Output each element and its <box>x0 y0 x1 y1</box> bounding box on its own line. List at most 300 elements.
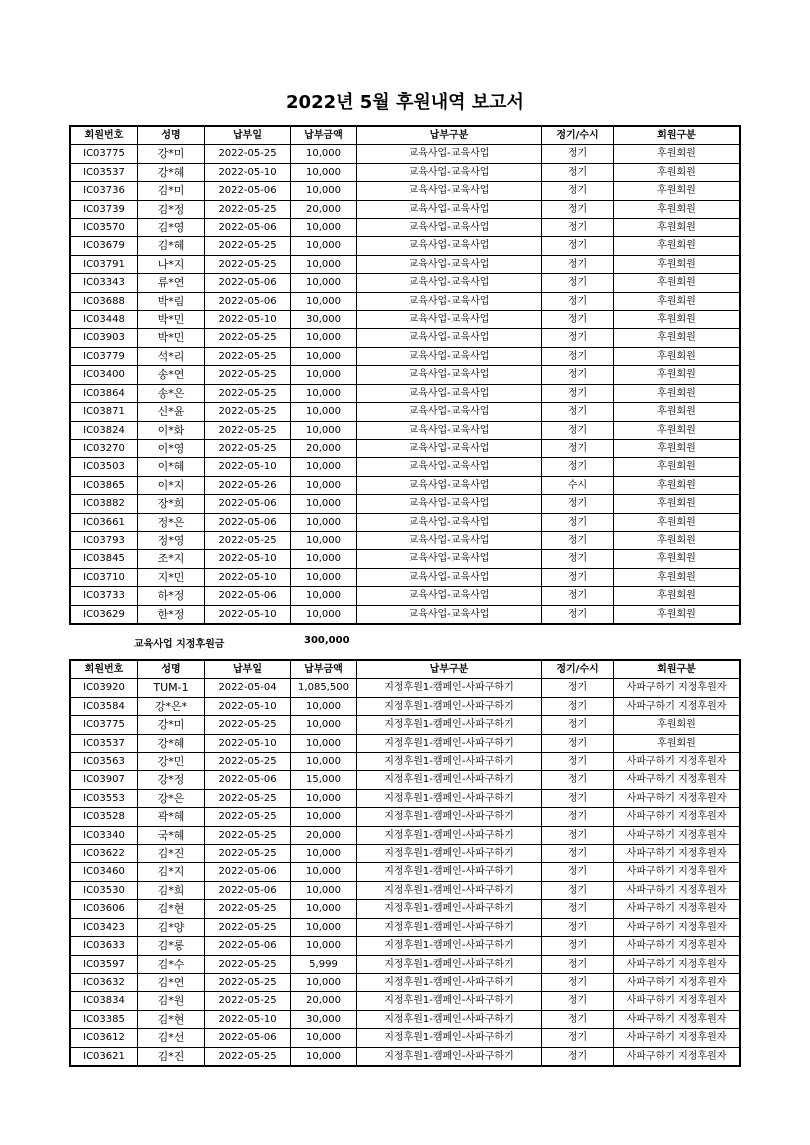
cell-amount: 10,000 <box>291 734 357 752</box>
cell-member-type: 사파구하기 지정후원자 <box>614 973 740 991</box>
cell-frequency: 정기 <box>542 439 614 457</box>
cell-member-type: 후원회원 <box>614 439 740 457</box>
cell-payment-date: 2022-05-25 <box>205 255 291 273</box>
cell-payment-type: 교육사업-교육사업 <box>357 439 542 457</box>
cell-name: 곽*혜 <box>138 808 205 826</box>
cell-frequency: 정기 <box>542 237 614 255</box>
cell-name: 신*윤 <box>138 403 205 421</box>
table-row <box>71 200 740 218</box>
cell-payment-date: 2022-05-06 <box>205 881 291 899</box>
cell-amount: 10,000 <box>291 550 357 568</box>
cell-member-id: IC03629 <box>71 605 138 623</box>
table-row <box>71 531 740 549</box>
cell-member-id: IC03563 <box>71 753 138 771</box>
cell-amount: 10,000 <box>291 384 357 402</box>
cell-name: 김*연 <box>138 973 205 991</box>
cell-member-type: 후원회원 <box>614 568 740 586</box>
cell-amount: 10,000 <box>291 403 357 421</box>
cell-name: 김*양 <box>138 918 205 936</box>
cell-payment-type: 교육사업-교육사업 <box>357 421 542 439</box>
cell-frequency: 정기 <box>542 274 614 292</box>
cell-name: 조*지 <box>138 550 205 568</box>
cell-name: 김*수 <box>138 955 205 973</box>
cell-amount: 10,000 <box>291 237 357 255</box>
cell-member-id: IC03688 <box>71 292 138 310</box>
cell-amount: 15,000 <box>291 771 357 789</box>
cell-amount: 10,000 <box>291 789 357 807</box>
cell-member-id: IC03537 <box>71 734 138 752</box>
table-header-row <box>71 127 740 145</box>
cell-member-id: IC03597 <box>71 955 138 973</box>
cell-payment-type: 교육사업-교육사업 <box>357 476 542 494</box>
cell-member-id: IC03606 <box>71 900 138 918</box>
cell-name: 김*진 <box>138 1047 205 1065</box>
cell-frequency: 정기 <box>542 458 614 476</box>
cell-member-id: IC03824 <box>71 421 138 439</box>
cell-member-type: 후원회원 <box>614 513 740 531</box>
cell-member-type: 후원회원 <box>614 311 740 329</box>
cell-member-id: IC03920 <box>71 679 138 697</box>
cell-name: 김*현 <box>138 1010 205 1028</box>
cell-amount: 10,000 <box>291 182 357 200</box>
cell-amount: 30,000 <box>291 1010 357 1028</box>
table-row <box>71 550 740 568</box>
cell-name: 김*혜 <box>138 237 205 255</box>
cell-member-type: 사파구하기 지정후원자 <box>614 937 740 955</box>
cell-member-type: 후원회원 <box>614 329 740 347</box>
cell-amount: 20,000 <box>291 992 357 1010</box>
table-row <box>71 495 740 513</box>
table-row <box>71 992 740 1010</box>
cell-payment-type: 지정후원1-캠페인-사파구하기 <box>357 955 542 973</box>
cell-payment-date: 2022-05-06 <box>205 274 291 292</box>
cell-name: 강*은 <box>138 789 205 807</box>
cell-member-id: IC03907 <box>71 771 138 789</box>
cell-member-id: IC03865 <box>71 476 138 494</box>
cell-frequency: 정기 <box>542 789 614 807</box>
cell-payment-type: 지정후원1-캠페인-사파구하기 <box>357 918 542 936</box>
cell-frequency: 정기 <box>542 384 614 402</box>
table-row <box>71 587 740 605</box>
cell-member-id: IC03528 <box>71 808 138 826</box>
cell-name: 이*영 <box>138 439 205 457</box>
cell-amount: 1,085,500 <box>291 679 357 697</box>
cell-payment-date: 2022-05-10 <box>205 458 291 476</box>
cell-payment-type: 교육사업-교육사업 <box>357 550 542 568</box>
table-row <box>71 568 740 586</box>
cell-member-type: 사파구하기 지정후원자 <box>614 1047 740 1065</box>
cell-member-type: 후원회원 <box>614 384 740 402</box>
cell-payment-type: 교육사업-교육사업 <box>357 403 542 421</box>
cell-frequency: 정기 <box>542 1029 614 1047</box>
cell-frequency: 정기 <box>542 716 614 734</box>
cell-member-type: 후원회원 <box>614 716 740 734</box>
table-row <box>71 237 740 255</box>
cell-payment-type: 교육사업-교육사업 <box>357 347 542 365</box>
cell-amount: 10,000 <box>291 531 357 549</box>
cell-payment-date: 2022-05-06 <box>205 513 291 531</box>
cell-amount: 10,000 <box>291 145 357 163</box>
cell-member-id: IC03612 <box>71 1029 138 1047</box>
cell-payment-date: 2022-05-25 <box>205 753 291 771</box>
cell-member-type: 후원회원 <box>614 550 740 568</box>
cell-frequency: 정기 <box>542 255 614 273</box>
cell-amount: 10,000 <box>291 697 357 715</box>
cell-payment-type: 지정후원1-캠페인-사파구하기 <box>357 697 542 715</box>
cell-name: 이*화 <box>138 421 205 439</box>
cell-name: 김*지 <box>138 863 205 881</box>
cell-frequency: 정기 <box>542 1047 614 1065</box>
cell-payment-date: 2022-05-10 <box>205 550 291 568</box>
cell-member-type: 후원회원 <box>614 274 740 292</box>
report-title: 2022년 5월 후원내역 보고서 <box>286 92 524 113</box>
table-row <box>71 292 740 310</box>
cell-amount: 10,000 <box>291 900 357 918</box>
cell-member-id: IC03864 <box>71 384 138 402</box>
cell-frequency: 정기 <box>542 697 614 715</box>
cell-member-type: 후원회원 <box>614 366 740 384</box>
cell-member-type: 사파구하기 지정후원자 <box>614 845 740 863</box>
table-row <box>71 274 740 292</box>
cell-payment-date: 2022-05-25 <box>205 403 291 421</box>
cell-payment-type: 지정후원1-캠페인-사파구하기 <box>357 1047 542 1065</box>
cell-frequency: 정기 <box>542 568 614 586</box>
cell-name: 김*희 <box>138 881 205 899</box>
cell-payment-date: 2022-05-25 <box>205 384 291 402</box>
cell-payment-type: 지정후원1-캠페인-사파구하기 <box>357 992 542 1010</box>
cell-frequency: 정기 <box>542 550 614 568</box>
campaign-donation-table <box>70 660 740 1066</box>
cell-payment-type: 교육사업-교육사업 <box>357 237 542 255</box>
cell-payment-type: 교육사업-교육사업 <box>357 587 542 605</box>
cell-name: 장*희 <box>138 495 205 513</box>
cell-member-type: 사파구하기 지정후원자 <box>614 697 740 715</box>
table-row <box>71 403 740 421</box>
cell-member-id: IC03570 <box>71 219 138 237</box>
cell-member-id: IC03460 <box>71 863 138 881</box>
cell-frequency: 정기 <box>542 182 614 200</box>
cell-payment-date: 2022-05-10 <box>205 1010 291 1028</box>
table-row <box>71 366 740 384</box>
cell-payment-date: 2022-05-10 <box>205 311 291 329</box>
cell-amount: 10,000 <box>291 476 357 494</box>
cell-frequency: 정기 <box>542 845 614 863</box>
table-row <box>71 605 740 623</box>
cell-name: 김*롱 <box>138 937 205 955</box>
cell-payment-type: 지정후원1-캠페인-사파구하기 <box>357 937 542 955</box>
cell-name: 한*정 <box>138 605 205 623</box>
cell-name: 강*정 <box>138 771 205 789</box>
cell-amount: 10,000 <box>291 973 357 991</box>
cell-payment-date: 2022-05-25 <box>205 973 291 991</box>
cell-member-type: 후원회원 <box>614 237 740 255</box>
cell-payment-date: 2022-05-25 <box>205 900 291 918</box>
cell-member-type: 사파구하기 지정후원자 <box>614 808 740 826</box>
cell-payment-type: 교육사업-교육사업 <box>357 495 542 513</box>
cell-name: 강*은* <box>138 697 205 715</box>
cell-name: 박*민 <box>138 311 205 329</box>
column-header-member-type: 회원구분 <box>614 661 740 679</box>
cell-amount: 20,000 <box>291 439 357 457</box>
cell-amount: 10,000 <box>291 255 357 273</box>
cell-payment-date: 2022-05-25 <box>205 955 291 973</box>
cell-member-id: IC03448 <box>71 311 138 329</box>
cell-payment-type: 지정후원1-캠페인-사파구하기 <box>357 863 542 881</box>
cell-frequency: 정기 <box>542 587 614 605</box>
table-row <box>71 311 740 329</box>
cell-payment-type: 지정후원1-캠페인-사파구하기 <box>357 1029 542 1047</box>
cell-member-id: IC03530 <box>71 881 138 899</box>
cell-member-id: IC03793 <box>71 531 138 549</box>
cell-payment-date: 2022-05-06 <box>205 182 291 200</box>
cell-member-id: IC03622 <box>71 845 138 863</box>
cell-member-type: 사파구하기 지정후원자 <box>614 863 740 881</box>
cell-member-type: 후원회원 <box>614 531 740 549</box>
cell-payment-type: 교육사업-교육사업 <box>357 274 542 292</box>
cell-member-type: 후원회원 <box>614 255 740 273</box>
cell-amount: 20,000 <box>291 826 357 844</box>
cell-member-id: IC03632 <box>71 973 138 991</box>
cell-member-id: IC03871 <box>71 403 138 421</box>
cell-name: 이*혜 <box>138 458 205 476</box>
cell-frequency: 정기 <box>542 826 614 844</box>
cell-member-id: IC03710 <box>71 568 138 586</box>
cell-amount: 10,000 <box>291 753 357 771</box>
column-header-payment-date: 납부일 <box>205 127 291 145</box>
cell-member-type: 후원회원 <box>614 347 740 365</box>
cell-frequency: 정기 <box>542 992 614 1010</box>
cell-amount: 5,999 <box>291 955 357 973</box>
table-row <box>71 182 740 200</box>
table-row <box>71 808 740 826</box>
cell-payment-type: 지정후원1-캠페인-사파구하기 <box>357 679 542 697</box>
cell-member-id: IC03791 <box>71 255 138 273</box>
cell-member-type: 사파구하기 지정후원자 <box>614 918 740 936</box>
cell-frequency: 정기 <box>542 808 614 826</box>
cell-member-type: 사파구하기 지정후원자 <box>614 789 740 807</box>
cell-payment-type: 지정후원1-캠페인-사파구하기 <box>357 789 542 807</box>
cell-payment-date: 2022-05-25 <box>205 145 291 163</box>
cell-payment-type: 지정후원1-캠페인-사파구하기 <box>357 716 542 734</box>
cell-name: 이*지 <box>138 476 205 494</box>
cell-member-type: 후원회원 <box>614 605 740 623</box>
cell-member-id: IC03733 <box>71 587 138 605</box>
cell-member-type: 후원회원 <box>614 476 740 494</box>
column-header-payment-date: 납부일 <box>205 661 291 679</box>
cell-member-id: IC03553 <box>71 789 138 807</box>
cell-name: 송*연 <box>138 366 205 384</box>
cell-payment-date: 2022-05-25 <box>205 789 291 807</box>
cell-member-id: IC03584 <box>71 697 138 715</box>
cell-payment-type: 지정후원1-캠페인-사파구하기 <box>357 808 542 826</box>
cell-member-type: 후원회원 <box>614 458 740 476</box>
cell-payment-type: 지정후원1-캠페인-사파구하기 <box>357 845 542 863</box>
cell-amount: 10,000 <box>291 1029 357 1047</box>
column-header-payment-type: 납부구분 <box>357 661 542 679</box>
education-donation-table <box>70 126 740 624</box>
cell-name: TUM-1 <box>138 679 205 697</box>
cell-member-id: IC03679 <box>71 237 138 255</box>
cell-payment-date: 2022-05-25 <box>205 200 291 218</box>
cell-frequency: 정기 <box>542 513 614 531</box>
cell-amount: 10,000 <box>291 495 357 513</box>
cell-name: 김*미 <box>138 182 205 200</box>
cell-name: 나*지 <box>138 255 205 273</box>
cell-amount: 10,000 <box>291 587 357 605</box>
cell-amount: 10,000 <box>291 329 357 347</box>
cell-payment-type: 교육사업-교육사업 <box>357 163 542 181</box>
table-row <box>71 679 740 697</box>
cell-member-id: IC03633 <box>71 937 138 955</box>
table-row <box>71 513 740 531</box>
cell-name: 정*은 <box>138 513 205 531</box>
cell-amount: 10,000 <box>291 163 357 181</box>
table-row <box>71 881 740 899</box>
table-row <box>71 900 740 918</box>
cell-member-type: 사파구하기 지정후원자 <box>614 753 740 771</box>
cell-frequency: 정기 <box>542 366 614 384</box>
cell-frequency: 정기 <box>542 219 614 237</box>
table-row <box>71 439 740 457</box>
cell-member-id: IC03903 <box>71 329 138 347</box>
cell-payment-date: 2022-05-25 <box>205 366 291 384</box>
table-row <box>71 826 740 844</box>
table-row <box>71 1047 740 1065</box>
cell-payment-date: 2022-05-25 <box>205 808 291 826</box>
cell-amount: 30,000 <box>291 311 357 329</box>
cell-payment-date: 2022-05-06 <box>205 771 291 789</box>
cell-amount: 10,000 <box>291 347 357 365</box>
cell-member-type: 사파구하기 지정후원자 <box>614 826 740 844</box>
cell-frequency: 정기 <box>542 403 614 421</box>
column-header-name: 성명 <box>138 127 205 145</box>
table-row <box>71 1010 740 1028</box>
summary-label: 교육사업 지정후원금 <box>134 639 225 650</box>
table-row <box>71 329 740 347</box>
cell-payment-date: 2022-05-25 <box>205 347 291 365</box>
cell-frequency: 정기 <box>542 605 614 623</box>
cell-amount: 10,000 <box>291 274 357 292</box>
cell-amount: 10,000 <box>291 918 357 936</box>
cell-payment-type: 지정후원1-캠페인-사파구하기 <box>357 881 542 899</box>
cell-name: 강*민 <box>138 753 205 771</box>
table-row <box>71 255 740 273</box>
cell-payment-date: 2022-05-10 <box>205 734 291 752</box>
cell-member-type: 후원회원 <box>614 587 740 605</box>
column-header-member-id: 회원번호 <box>71 661 138 679</box>
cell-frequency: 정기 <box>542 863 614 881</box>
cell-payment-date: 2022-05-25 <box>205 439 291 457</box>
cell-name: 국*혜 <box>138 826 205 844</box>
column-header-amount: 납부금액 <box>291 127 357 145</box>
cell-frequency: 정기 <box>542 881 614 899</box>
cell-frequency: 정기 <box>542 200 614 218</box>
table-header-row <box>71 661 740 679</box>
cell-member-type: 후원회원 <box>614 145 740 163</box>
cell-amount: 10,000 <box>291 881 357 899</box>
cell-frequency: 정기 <box>542 1010 614 1028</box>
cell-frequency: 정기 <box>542 900 614 918</box>
table-row <box>71 716 740 734</box>
cell-amount: 10,000 <box>291 863 357 881</box>
cell-member-type: 후원회원 <box>614 403 740 421</box>
cell-member-type: 후원회원 <box>614 734 740 752</box>
cell-member-id: IC03621 <box>71 1047 138 1065</box>
cell-amount: 10,000 <box>291 292 357 310</box>
cell-name: 박*림 <box>138 292 205 310</box>
cell-payment-date: 2022-05-25 <box>205 918 291 936</box>
cell-member-type: 후원회원 <box>614 200 740 218</box>
table-row <box>71 845 740 863</box>
cell-member-id: IC03775 <box>71 716 138 734</box>
table-row <box>71 771 740 789</box>
cell-name: 김*원 <box>138 992 205 1010</box>
cell-payment-type: 지정후원1-캠페인-사파구하기 <box>357 973 542 991</box>
table-row <box>71 937 740 955</box>
column-header-payment-type: 납부구분 <box>357 127 542 145</box>
cell-member-type: 후원회원 <box>614 421 740 439</box>
cell-payment-date: 2022-05-25 <box>205 716 291 734</box>
cell-amount: 10,000 <box>291 808 357 826</box>
cell-payment-type: 교육사업-교육사업 <box>357 292 542 310</box>
cell-member-id: IC03270 <box>71 439 138 457</box>
cell-amount: 10,000 <box>291 421 357 439</box>
cell-payment-type: 교육사업-교육사업 <box>357 145 542 163</box>
cell-frequency: 정기 <box>542 531 614 549</box>
table-row <box>71 384 740 402</box>
cell-member-type: 사파구하기 지정후원자 <box>614 1029 740 1047</box>
cell-frequency: 정기 <box>542 329 614 347</box>
cell-member-type: 후원회원 <box>614 182 740 200</box>
table-row <box>71 476 740 494</box>
cell-name: 김*선 <box>138 1029 205 1047</box>
cell-amount: 10,000 <box>291 458 357 476</box>
cell-payment-type: 교육사업-교육사업 <box>357 458 542 476</box>
cell-amount: 10,000 <box>291 605 357 623</box>
cell-payment-date: 2022-05-25 <box>205 1047 291 1065</box>
cell-frequency: 정기 <box>542 311 614 329</box>
cell-payment-type: 지정후원1-캠페인-사파구하기 <box>357 1010 542 1028</box>
cell-payment-date: 2022-05-25 <box>205 329 291 347</box>
table-row <box>71 955 740 973</box>
cell-member-id: IC03661 <box>71 513 138 531</box>
cell-member-type: 후원회원 <box>614 292 740 310</box>
cell-payment-date: 2022-05-10 <box>205 163 291 181</box>
cell-payment-date: 2022-05-06 <box>205 219 291 237</box>
cell-payment-date: 2022-05-25 <box>205 237 291 255</box>
cell-payment-date: 2022-05-26 <box>205 476 291 494</box>
cell-member-type: 사파구하기 지정후원자 <box>614 955 740 973</box>
summary-amount: 300,000 <box>304 635 350 646</box>
cell-payment-date: 2022-05-25 <box>205 845 291 863</box>
table-row <box>71 753 740 771</box>
cell-amount: 10,000 <box>291 845 357 863</box>
cell-member-id: IC03775 <box>71 145 138 163</box>
cell-member-id: IC03537 <box>71 163 138 181</box>
table-row <box>71 421 740 439</box>
cell-name: 류*연 <box>138 274 205 292</box>
cell-member-type: 후원회원 <box>614 495 740 513</box>
cell-frequency: 정기 <box>542 421 614 439</box>
cell-payment-date: 2022-05-25 <box>205 531 291 549</box>
table-row <box>71 458 740 476</box>
cell-payment-type: 교육사업-교육사업 <box>357 329 542 347</box>
cell-frequency: 수시 <box>542 476 614 494</box>
cell-payment-type: 교육사업-교육사업 <box>357 568 542 586</box>
cell-member-id: IC03343 <box>71 274 138 292</box>
table-row <box>71 734 740 752</box>
cell-member-id: IC03340 <box>71 826 138 844</box>
